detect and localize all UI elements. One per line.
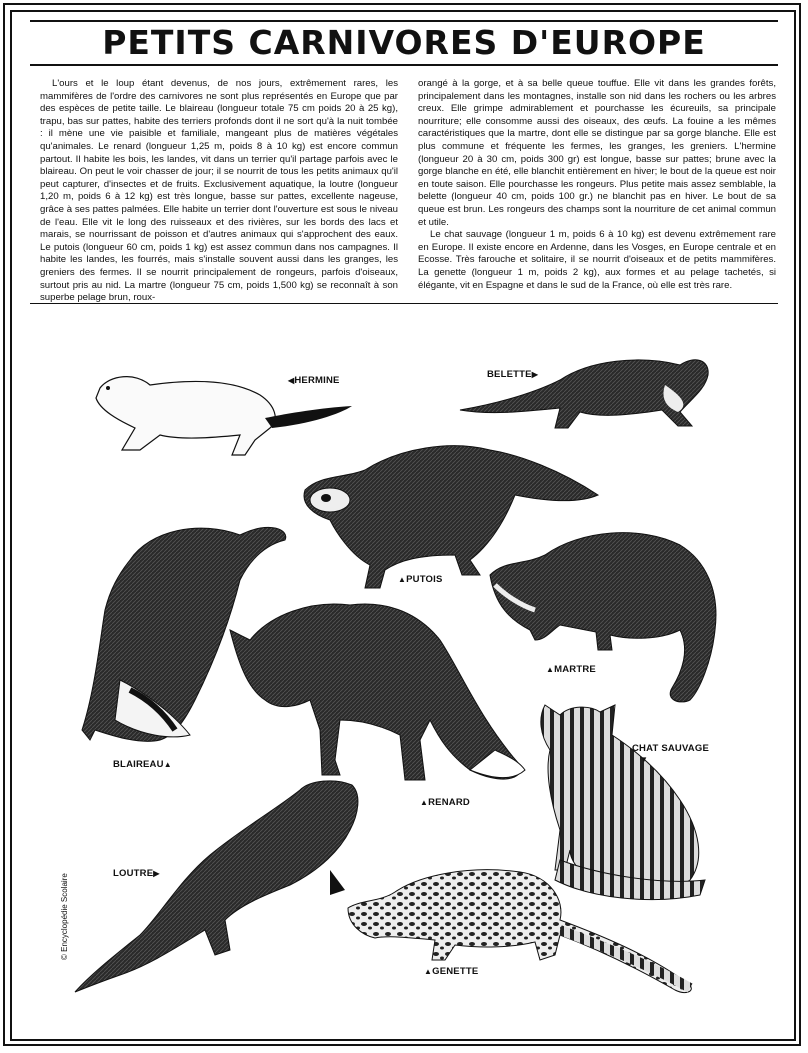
label-text: BLAIREAU xyxy=(113,759,164,770)
page-title: PETITS CARNIVORES D'EUROPE xyxy=(102,23,706,62)
arrow-left-icon: ◀ xyxy=(288,376,295,385)
arrow-right-icon: ▶ xyxy=(531,370,539,379)
label-text: GENETTE xyxy=(432,966,479,977)
label-text: CHAT SAUVAGE xyxy=(632,743,709,754)
label-loutre xyxy=(113,868,160,879)
arrow-up-icon: ▲ xyxy=(163,760,172,769)
martre-drawing xyxy=(490,533,716,702)
paragraph: L'ours et le loup étant devenus, de nos jours, extrêmement rares, les mammifères de l'ordre des carnivores ne sont plus représentés en Europe que par des espèces de petite taille. Le blaireau (longueur totale 75 cm poids 20 à 25 kg), trapu, bas sur pattes, habite des terriers profonds dont il ne sort qu'à la nuit tombée : il mène une vie paisible et familiale, mangeant plus de matières végétales qu'animales. Le renard (longueur 1,25 m, poids 8 à 10 kg) est encore commun partout. Il habite les bois, les landes, vit dans un terrier qu'il partage parfois avec le blaireau. On peut le voir chasser de jour; il se nourrit de tous les petits animaux qu'il peut capturer, d'insectes et de fruits. Exclusivement aquatique, la loutre (longueur 1,20 m, poids 6 à 12 kg) est très longue, basse sur pattes, excellente nageuse, grâce à ses pattes palmées. Elle habite un terrier dont l'ouverture est sous le niveau de l'eau. Elle vit le long des ruisseaux et des rivières, sur les bords des lacs et marais, se nourrissant de poisson et d'autres animaux qui s'approchent des eaux. Le putois (longueur 60 cm, poids 1 kg) est assez commun dans nos campagnes. Il habite les landes, les fourrés, mais s'installe souvent aussi dans les granges, les greniers des fermes. Il se nourrit principalement de rongeurs, parfois d'oiseaux, surtout pris au nid. La martre (longueur 75 cm, poids 1,500 kg) se reconnaît à son superbe pelage brun, roux- xyxy=(40,78,398,304)
arrow-up-icon: ▲ xyxy=(398,575,407,584)
label-text: HERMINE xyxy=(294,375,340,386)
label-genette xyxy=(424,966,478,977)
renard-drawing xyxy=(230,604,525,780)
label-text: PUTOIS xyxy=(406,574,443,585)
label-text: MARTRE xyxy=(554,664,596,675)
label-blaireau xyxy=(113,759,172,770)
label-chat-sauvage xyxy=(632,743,709,765)
label-belette xyxy=(487,369,538,380)
loutre-drawing xyxy=(75,781,358,992)
paragraph: Le chat sauvage (longueur 1 m, poids 6 à 10 kg) est devenu extrêmement rare en Europe. Il existe encore en Ardenne, dans les Vosges, en Europe centrale et en Ecosse. Très farouche et solitaire, il se nourrit d'oiseaux et de petits mammifères. La genette (longueur 1 m, poids 2 kg), aux formes et au pelage tachetés, si élégante, vit en Espagne et dans le sud de la France, où elle est très rare. xyxy=(418,229,776,291)
label-text: LOUTRE xyxy=(113,868,154,879)
label-hermine xyxy=(288,375,340,386)
label-renard xyxy=(420,797,470,808)
label-text: BELETTE xyxy=(487,369,532,380)
label-martre xyxy=(546,664,596,675)
copyright-credit: © Encyclopédie Scolaire xyxy=(60,873,69,960)
arrow-down-icon: ▼ xyxy=(640,755,649,764)
hermine-drawing xyxy=(96,377,352,455)
chat-sauvage-drawing xyxy=(541,705,705,900)
label-text: RENARD xyxy=(428,797,470,808)
paragraph: orangé à la gorge, et à sa belle queue touffue. Elle vit dans les grandes forêts, principalement dans les montagnes, installe son nid dans les rochers ou les arbres creux. Elle grimpe admirablement et pourchasse les écureuils, sa principale nourriture; elle consomme aussi des oiseaux, des œufs. La fouine a les mêmes caractéristiques que la martre, dont elle se distingue par sa gorge blanche. Elle est plus commune et fréquente les fermes, les granges, les greniers. L'hermine (longueur 20 à 30 cm, poids 300 gr) est longue, basse sur pattes; brune avec la gorge blanche en été, elle blanchit entièrement en hiver; le bout de la queue est noir en toute saison. Elle pourchasse les rongeurs. Plus petite mais assez semblable, la belette (longueur 40 cm, poids 100 gr.) ne blanchit pas en hiver. Le bout de sa queue est brun. Les rongeurs des champs sont la nourriture de cet animal commun et utile. xyxy=(418,78,776,228)
arrow-up-icon: ▲ xyxy=(420,798,429,807)
arrow-right-icon: ▶ xyxy=(153,869,160,878)
label-putois xyxy=(398,574,443,585)
arrow-up-icon: ▲ xyxy=(546,665,555,674)
arrow-up-icon: ▲ xyxy=(424,967,433,976)
